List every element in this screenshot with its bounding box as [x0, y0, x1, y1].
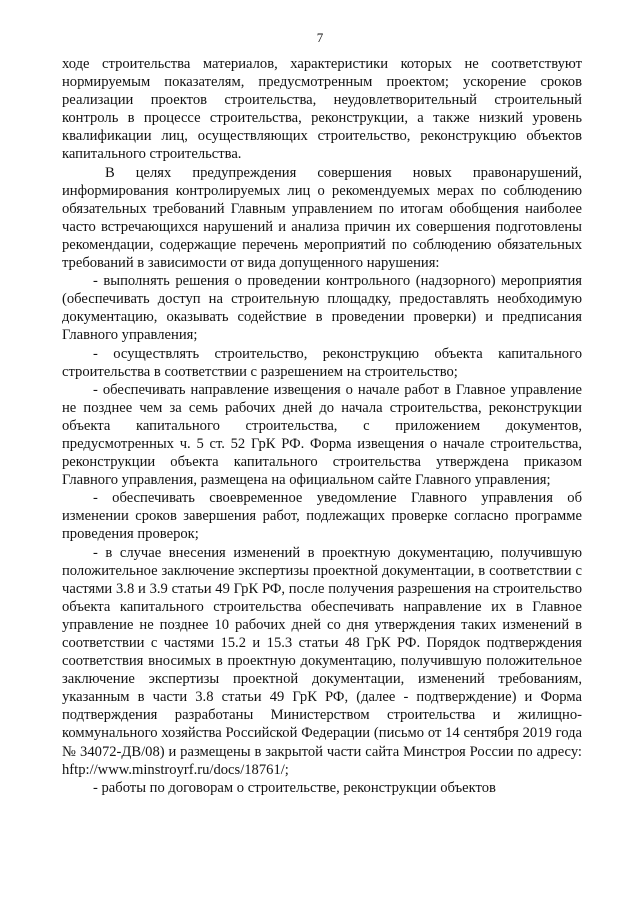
list-item: - выполнять решения о проведении контрольного (надзорного) мероприятия (обеспечивать доступ на строительную площадку, предоставлять необходимую документацию, оказывать содействие в проведении проверки) и предписания Главного управления; [62, 273, 582, 344]
page-number: 7 [316, 30, 324, 45]
list-item: - осуществлять строительство, реконструкцию объекта капитального строительства в соответствии с разрешением на строительство; [62, 345, 582, 380]
paragraph-recommendations-intro: В целях предупреждения совершения новых правонарушений, информирования контролируемых лиц о рекомендуемых мерах по соблюдению обязательных требований Главным управлением по итогам обобщения наиболее часто встречающихся нарушений и анализа причин их совершения подготовлены рекомендации, содержащие перечень мероприятий по соблюдению обязательных требований в зависимости от вида допущенного нарушения: [62, 164, 582, 272]
list-item: - работы по договорам о строительстве, реконструкции объектов [93, 779, 496, 796]
list-item: - обеспечивать своевременное уведомление Главного управления об изменении сроков завершения работ, подлежащих проверке согласно программе проведения проверок; [62, 490, 582, 543]
paragraph-continuation: ходе строительства материалов, характеристики которых не соответствуют нормируемым показателям, предусмотренным проектом; ускорение сроков реализации проектов строительства, неудовлетворительный строительный контроль в процессе строительства, реконструкции, а также низкий уровень квалификации лиц, осуществляющих строительство, реконструкцию объектов капитального строительства. [62, 56, 582, 163]
document-body [62, 55, 582, 797]
list-item: - в случае внесения изменений в проектную документацию, получившую положительное заключение экспертизы проектной документации, в соответствии с частями 3.8 и 3.9 статьи 49 ГрК РФ, после получения разрешения на строительство объекта капитального строительства обеспечивать направление их в Главное управление не позднее 10 рабочих дней со дня утверждения таких изменений в соответствии с частями 15.2 и 15.3 статьи 48 ГрК РФ. Порядок подтверждения соответствия вносимых в проектную документацию, получившую положительное заключение экспертизы проектной документации, изменений требованиям, указанным в части 3.8 статьи 49 ГрК РФ, (далее - подтверждение) и Форма подтверждения разработаны Министерством строительства и жилищно-коммунального хозяйства Российской Федерации (письмо от 14 сентября 2019 года № 34072-ДВ/08) и размещены в закрытой части сайта Минстроя России по адресу: hftp://www.minstroyrf.ru/docs/18761/; [62, 544, 582, 778]
list-item: - обеспечивать направление извещения о начале работ в Главное управление не позднее чем за семь рабочих дней до начала строительства, реконструкции объекта капитального строительства, с приложением документов, предусмотренных ч. 5 ст. 52 ГрК РФ. Форма извещения о начале строительства, реконструкции объекта капитального строительства утверждена приказом Главного управления, размещена на официальном сайте Главного управления; [62, 381, 582, 489]
